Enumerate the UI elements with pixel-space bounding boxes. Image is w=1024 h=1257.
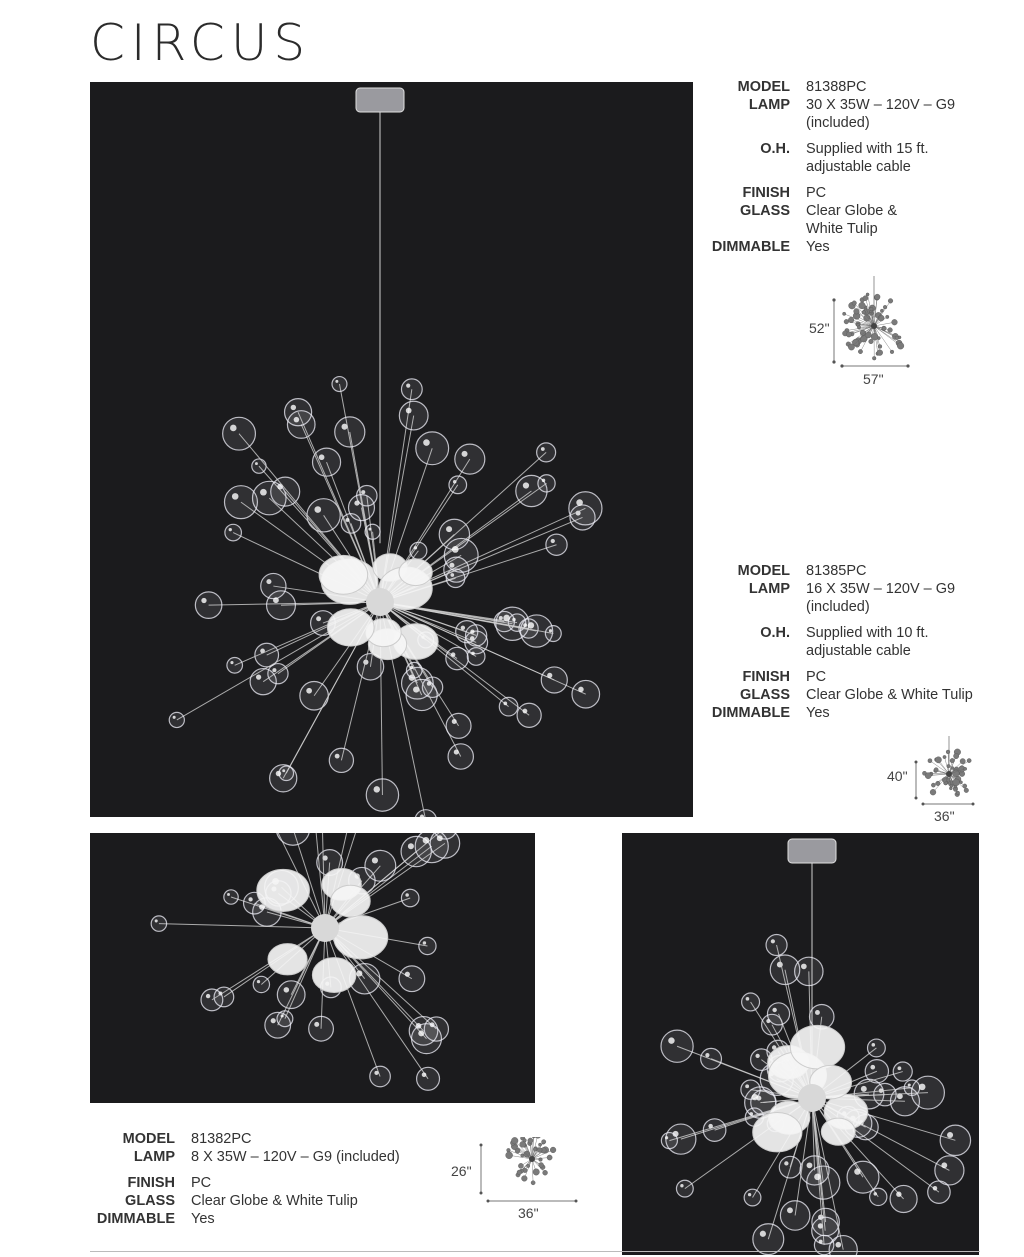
spec-row-dimmable: DIMMABLE Yes <box>711 705 830 721</box>
spec-row-finish: FINISH PC <box>742 185 827 201</box>
height-label: 52" <box>809 320 830 336</box>
spec-row-dimmable: DIMMABLE Yes <box>96 1211 215 1227</box>
width-label: 36" <box>934 808 955 824</box>
spec-table-81385PC <box>708 562 1008 722</box>
dimension-diagram-81388PC <box>806 268 926 388</box>
dimension-diagram-81385PC <box>885 728 995 828</box>
spec-row-lamp: LAMP 16 X 35W – 120V – G9 (included) <box>748 581 956 615</box>
spec-row-lamp: LAMP 30 X 35W – 120V – G9 (included) <box>748 97 956 131</box>
spec-row-lamp: LAMP 8 X 35W – 120V – G9 (included) <box>133 1149 400 1165</box>
spec-row-finish: FINISH PC <box>127 1175 212 1191</box>
spec-table-81382PC <box>90 1130 430 1228</box>
spec-row-glass: GLASS Clear Globe & White Tulip <box>740 203 898 237</box>
spec-row-finish: FINISH PC <box>742 669 827 685</box>
spec-row-model: MODEL 81385PC <box>737 563 867 579</box>
spec-row-model: MODEL 81382PC <box>122 1131 252 1147</box>
spec-row-oh: O.H. Supplied with 10 ft. adjustable cable <box>760 625 929 659</box>
spec-row-oh: O.H. Supplied with 15 ft. adjustable cable <box>760 141 929 175</box>
spec-row-glass: GLASS Clear Globe & White Tulip <box>740 687 973 703</box>
spec-row-model: MODEL 81388PC <box>737 79 867 95</box>
product-photo-large <box>90 82 693 817</box>
product-photo-medium <box>622 833 979 1255</box>
height-label: 26" <box>451 1163 472 1179</box>
width-label: 57" <box>863 371 884 387</box>
product-photo-small <box>90 833 535 1103</box>
footer-rule <box>90 1251 980 1252</box>
spec-row-glass: GLASS Clear Globe & White Tulip <box>125 1193 358 1209</box>
spec-table-81388PC <box>708 78 998 256</box>
dimension-diagram-81382PC <box>448 1135 588 1225</box>
width-label: 36" <box>518 1205 539 1221</box>
spec-row-dimmable: DIMMABLE Yes <box>711 239 830 255</box>
page-title: CIRCUS <box>90 14 312 72</box>
height-label: 40" <box>887 768 908 784</box>
